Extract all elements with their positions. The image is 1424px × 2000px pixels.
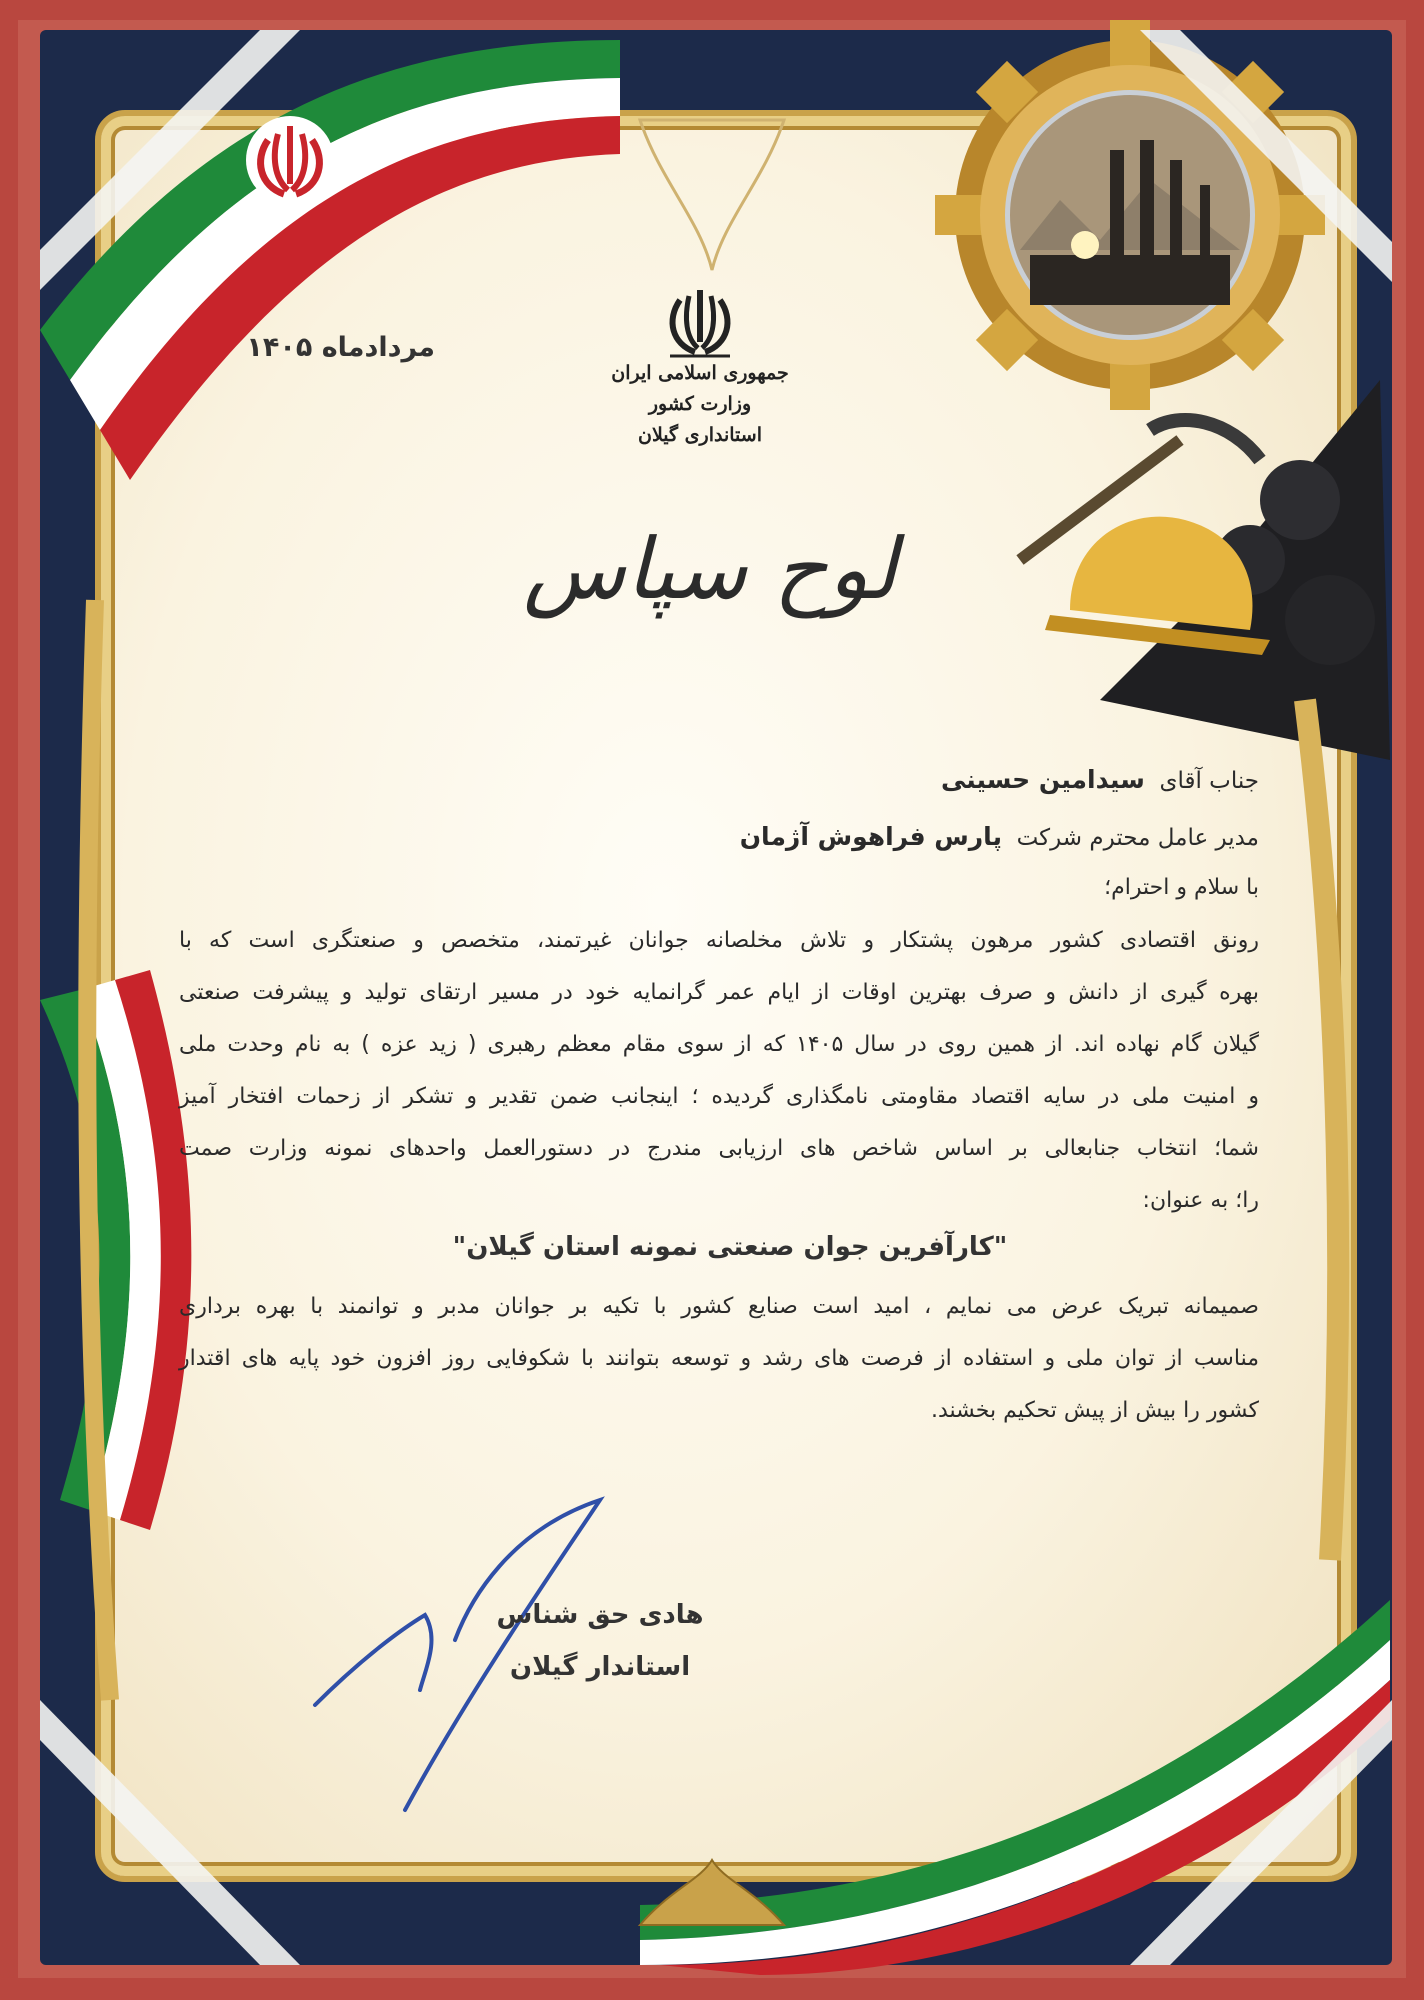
certificate-date: مردادماه ۱۴۰۵: [246, 332, 435, 363]
flag-ribbon-left: [40, 970, 191, 1530]
iran-emblem-center-icon: [670, 290, 730, 356]
flag-ribbon-top-left: [40, 40, 620, 480]
body-line-5: شما؛ انتخاب جنابعالی بر اساس شاخص های ارزیابی مندرج در دستورالعمل واحدهای نمونه وزارت صمت: [179, 1136, 1259, 1161]
signatory-title: استاندار گیلان: [509, 1652, 691, 1682]
closing-line-1: صمیمانه تبریک عرض می نمایم ، امید است صنایع کشور با تکیه بر جوانان مدبر و توانمند با بهره برداری: [179, 1294, 1259, 1319]
iran-emblem-icon: [246, 116, 334, 204]
gov-line-republic: جمهوری اسلامی ایران: [611, 362, 789, 384]
signatory-name: هادی حق شناس: [496, 1600, 704, 1630]
ornament-top-center: [640, 120, 784, 270]
company-name: پارس فراهوش آژمان: [739, 822, 1002, 851]
ornament-bottom-center: [640, 1860, 784, 1925]
award-title: "کارآفرین جوان صنعتی نمونه استان گیلان": [452, 1232, 1008, 1262]
body-line-1: رونق اقتصادی کشور مرهون پشتکار و تلاش مخلصانه جوانان غیرتمند، متخصص و صنعتگری است که با: [179, 928, 1259, 953]
body-line-4: و امنیت ملی در سایه اقتصاد مقاومتی نامگذاری گردیده ؛ اینجانب ضمن تقدیر و تشکر از زحمات افتخار آمیز: [179, 1084, 1259, 1109]
gold-scroll-right: [1305, 700, 1338, 1560]
mining-illustration: [1020, 380, 1390, 760]
body-line-2: بهره گیری از دانش و صرف بهترین اوقات از ایام عمر گرانمایه خود در مسیر ارتقای تولید و پیشرفت صنعتی: [179, 980, 1259, 1005]
gov-line-governorate: استانداری گیلان: [638, 424, 762, 446]
body-line-3: گیلان گام نهاده اند. از همین روی در سال ۱۴۰۵ که از سوی مقام معظم رهبری ( زید عزه ) به نام وحدت ملی: [179, 1032, 1259, 1057]
gov-line-ministry: وزارت کشور: [648, 393, 752, 415]
greeting: با سلام و احترام؛: [1104, 875, 1259, 900]
role-line: [179, 822, 1259, 851]
salutation-prefix: جناب آقای: [1159, 768, 1259, 794]
body-line-6: را؛ به عنوان:: [1142, 1188, 1259, 1213]
role-prefix: مدیر عامل محترم شرکت: [1016, 825, 1259, 851]
recipient-name: سیدامین حسینی: [940, 765, 1145, 794]
recipient-line: [179, 765, 1259, 794]
certificate-title: لوح سپاس: [523, 520, 897, 618]
closing-line-2: مناسب از توان ملی و استفاده از فرصت های رشد و توسعه بتوانند با شکوفایی روز افزون خود پایه های اقتدار: [179, 1346, 1259, 1371]
closing-line-3: کشور را بیش از پیش تحکیم بخشند.: [930, 1398, 1259, 1423]
government-header: [600, 358, 800, 451]
gear-factory-illustration: [935, 20, 1325, 410]
